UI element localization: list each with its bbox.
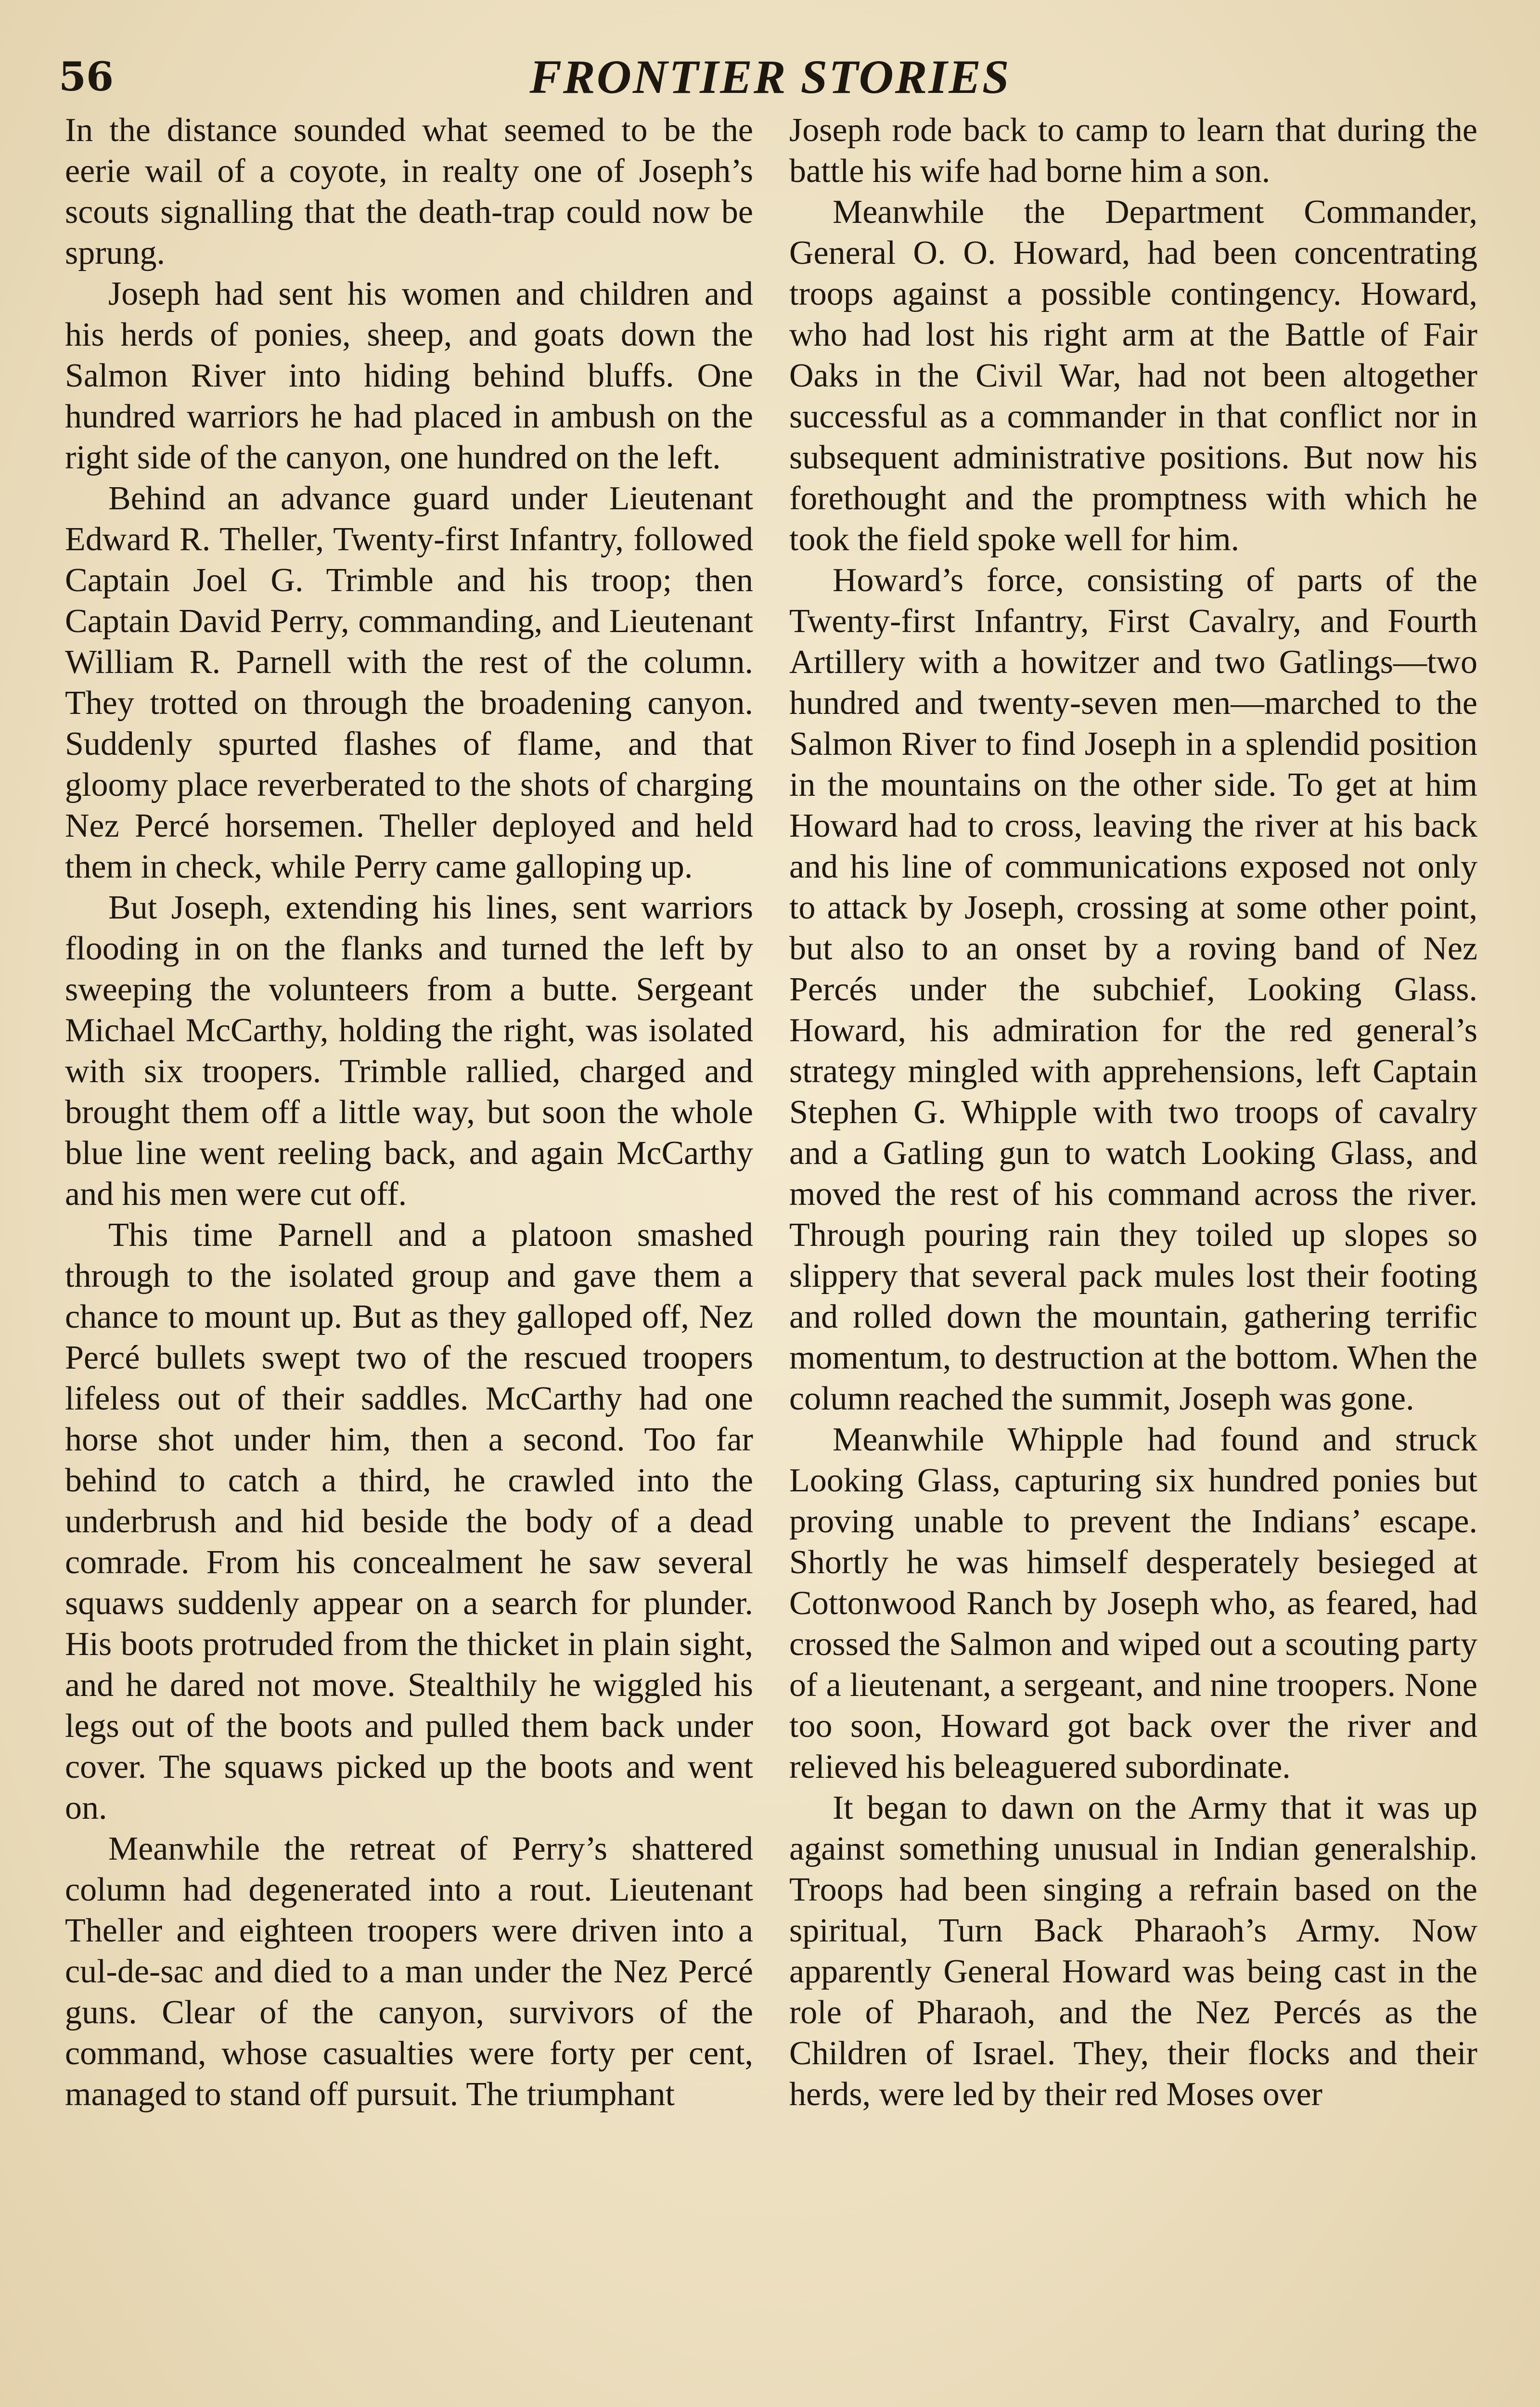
paragraph: It began to dawn on the Army that it was up against something unusual in Indian generalship. Troops had been singing a refrain based on the spiritual, Turn Back Pharaoh’s Army. Now apparently General Howard was being cast in the role of Pharaoh, and the Nez Percés as the Children of Israel. They, their flocks and their herds, were led by their red Moses over xyxy=(789,1789,1477,2113)
paragraph: Howard’s force, consisting of parts of the Twenty-first Infantry, First Cavalry, and Fourth Artillery with a howitzer and two Gatlings—two hundred and twenty-seven men—marched to the Salmon River to find Joseph in a splendid position in the mountains on the other side. To get at him Howard had to cross, leaving the river at his back and his line of communications exposed not only to attack by Joseph, crossing at some other point, but also to an onset by a roving band of Nez Percés under the subchief, Looking Glass. Howard, his admiration for the red general’s strategy mingled with apprehensions, left Captain Stephen G. Whipple with two troops of cavalry and a Gatling gun to watch Looking Glass, and moved the rest of his command across the river. Through pouring rain they toiled up slopes so slippery that several pack mules lost their footing and rolled down the mountain, gathering terrific momentum, to destruction at the bottom. When the column reached the summit, Joseph was gone. xyxy=(789,562,1477,1417)
right-column xyxy=(789,110,1477,2115)
paragraph: Meanwhile Whipple had found and struck Looking Glass, capturing six hundred ponies but proving unable to prevent the Indians’ escape. Shortly he was himself desperately besieged at Cottonwood Ranch by Joseph who, as feared, had crossed the Salmon and wiped out a scouting party of a lieutenant, a sergeant, and nine troopers. None too soon, Howard got back over the river and relieved his beleaguered subordinate. xyxy=(789,1421,1477,1786)
paragraph: Joseph had sent his women and children and his herds of ponies, sheep, and goats down the Salmon River into hiding behind bluffs. One hundred warriors he had placed in ambush on the right side of the canyon, one hundred on the left. xyxy=(65,275,753,476)
running-head: FRONTIER STORIES xyxy=(529,50,1011,104)
paragraph: Behind an advance guard under Lieutenant Edward R. Theller, Twenty-first Infantry, followed Captain Joel G. Trimble and his troop; then Captain David Perry, commanding, and Lieutenant William R. Parnell with the rest of the column. They trotted on through the broadening canyon. Suddenly spurted flashes of flame, and that gloomy place reverberated to the shots of charging Nez Percé horsemen. Theller deployed and held them in check, while Perry came galloping up. xyxy=(65,480,753,885)
page-number: 56 xyxy=(59,54,114,100)
paragraph: Meanwhile the Department Commander, General O. O. Howard, had been concentrating troops against a possible contingency. Howard, who had lost his right arm at the Battle of Fair Oaks in the Civil War, had not been altogether successful as a commander in that conflict nor in subsequent administrative positions. But now his forethought and the promptness with which he took the field spoke well for him. xyxy=(789,194,1477,558)
paragraph: In the distance sounded what seemed to be the eerie wail of a coyote, in realty one of Joseph’s scouts signalling that the death-trap could now be sprung. xyxy=(65,112,753,272)
paragraph: This time Parnell and a platoon smashed through to the isolated group and gave them a chance to mount up. But as they galloped off, Nez Percé bullets swept two of the rescued troopers lifeless out of their saddles. McCarthy had one horse shot under him, then a second. Too far behind to catch a third, he crawled into the underbrush and hid beside the body of a dead comrade. From his concealment he saw several squaws suddenly appear on a search for plunder. His boots protruded from the thicket in plain sight, and he dared not move. Stealthily he wiggled his legs out of the boots and pulled them back under cover. The squaws picked up the boots and went on. xyxy=(65,1216,753,1826)
paragraph: Joseph rode back to camp to learn that during the battle his wife had borne him a son. xyxy=(789,112,1477,190)
paragraph: But Joseph, extending his lines, sent warriors flooding in on the flanks and turned the left by sweeping the volunteers from a butte. Sergeant Michael McCarthy, holding the right, was isolated with six troopers. Trimble rallied, charged and brought them off a little way, but soon the whole blue line went reeling back, and again McCarthy and his men were cut off. xyxy=(65,889,753,1213)
paragraph: Meanwhile the retreat of Perry’s shattered column had degenerated into a rout. Lieutenant Theller and eighteen troopers were driven into a cul-de-sac and died to a man under the Nez Percé guns. Clear of the canyon, survivors of the command, whose casualties were forty per cent, managed to stand off pursuit. The triumphant xyxy=(65,1830,753,2113)
left-column xyxy=(65,110,753,2115)
page-header xyxy=(0,48,1540,106)
